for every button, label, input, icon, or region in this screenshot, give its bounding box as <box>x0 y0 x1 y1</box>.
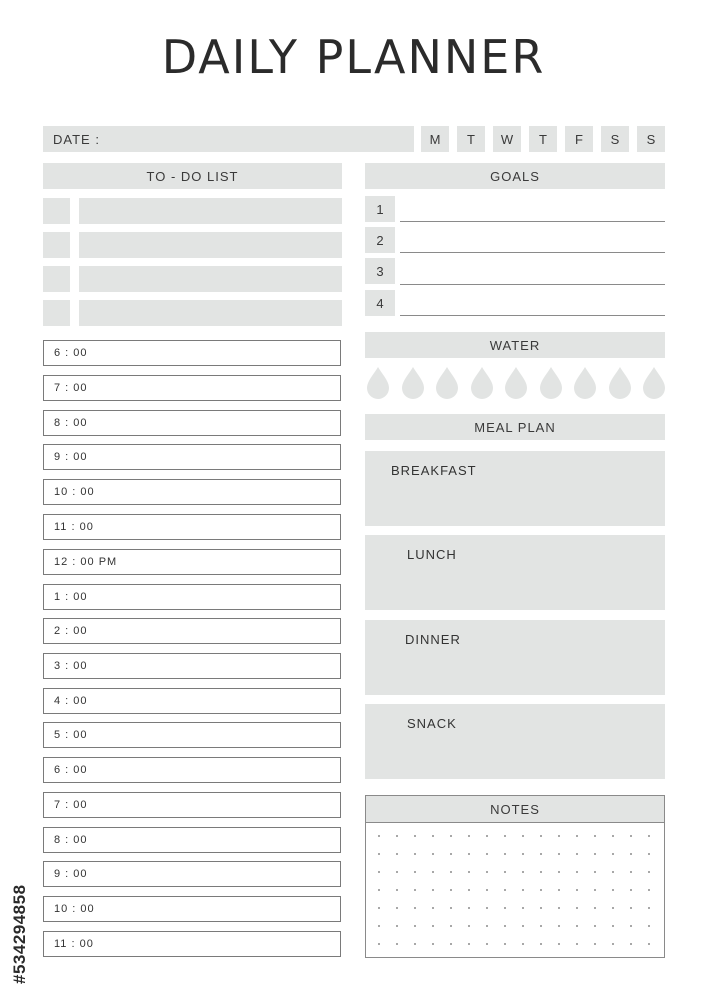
time-label: 6 : 00 <box>54 347 88 359</box>
time-label: 9 : 00 <box>54 451 88 463</box>
time-label: 8 : 00 <box>54 417 88 429</box>
water-drop-icon[interactable] <box>572 366 598 400</box>
goal-line-field[interactable] <box>400 284 665 285</box>
time-slot[interactable] <box>43 931 341 957</box>
time-label: 4 : 00 <box>54 695 88 707</box>
time-slot[interactable] <box>43 549 341 575</box>
snack-box[interactable] <box>365 704 665 779</box>
water-drop-icon[interactable] <box>538 366 564 400</box>
todo-header: TO - DO LIST <box>43 163 342 189</box>
todo-item-field[interactable] <box>79 266 342 292</box>
lunch-box[interactable] <box>365 535 665 610</box>
stock-id-text: #534294858 <box>10 884 29 984</box>
time-slot[interactable] <box>43 722 341 748</box>
time-label: 12 : 00 PM <box>54 556 118 568</box>
time-label: 3 : 00 <box>54 660 88 672</box>
time-slot[interactable] <box>43 410 341 436</box>
todo-checkbox[interactable] <box>43 232 70 258</box>
time-label: 10 : 00 <box>54 903 95 915</box>
time-slot[interactable] <box>43 792 341 818</box>
time-slot[interactable] <box>43 688 341 714</box>
day-wednesday[interactable]: W <box>493 126 521 152</box>
todo-item-field[interactable] <box>79 300 342 326</box>
todo-checkbox[interactable] <box>43 300 70 326</box>
water-drop-icon[interactable] <box>607 366 633 400</box>
water-drop-icon[interactable] <box>641 366 667 400</box>
time-slot[interactable] <box>43 514 341 540</box>
date-label: DATE : <box>53 131 100 147</box>
meal-label: LUNCH <box>407 547 457 562</box>
time-slot[interactable] <box>43 861 341 887</box>
todo-checkbox[interactable] <box>43 198 70 224</box>
time-slot[interactable] <box>43 896 341 922</box>
page-title: DAILY PLANNER <box>161 30 546 84</box>
breakfast-box[interactable] <box>365 451 665 526</box>
goal-line-field[interactable] <box>400 252 665 253</box>
meal-label: SNACK <box>407 716 457 731</box>
time-slot[interactable] <box>43 653 341 679</box>
notes-header: NOTES <box>366 796 664 823</box>
dinner-box[interactable] <box>365 620 665 695</box>
todo-item-field[interactable] <box>79 232 342 258</box>
time-label: 6 : 00 <box>54 764 88 776</box>
day-saturday[interactable]: S <box>601 126 629 152</box>
time-label: 5 : 00 <box>54 729 88 741</box>
goal-number: 3 <box>365 258 395 284</box>
day-thursday[interactable]: T <box>529 126 557 152</box>
time-slot[interactable] <box>43 479 341 505</box>
goal-number: 1 <box>365 196 395 222</box>
stock-id <box>8 760 38 1000</box>
goal-line-field[interactable] <box>400 315 665 316</box>
goals-header: GOALS <box>365 163 665 189</box>
meal-label: DINNER <box>405 632 461 647</box>
meal-plan-header: MEAL PLAN <box>365 414 665 440</box>
dot-grid <box>366 823 664 957</box>
time-slot[interactable] <box>43 375 341 401</box>
date-field[interactable] <box>43 126 414 152</box>
water-drop-icon[interactable] <box>469 366 495 400</box>
time-slot[interactable] <box>43 827 341 853</box>
time-slot[interactable] <box>43 618 341 644</box>
day-sunday[interactable]: S <box>637 126 665 152</box>
goal-number: 4 <box>365 290 395 316</box>
day-tuesday[interactable]: T <box>457 126 485 152</box>
day-friday[interactable]: F <box>565 126 593 152</box>
goal-line-field[interactable] <box>400 221 665 222</box>
time-label: 1 : 00 <box>54 591 88 603</box>
water-drop-icon[interactable] <box>400 366 426 400</box>
goal-number: 2 <box>365 227 395 253</box>
time-label: 8 : 00 <box>54 834 88 846</box>
water-header: WATER <box>365 332 665 358</box>
meal-label: BREAKFAST <box>391 463 477 478</box>
time-label: 7 : 00 <box>54 799 88 811</box>
water-drop-icon[interactable] <box>503 366 529 400</box>
time-slot[interactable] <box>43 584 341 610</box>
time-label: 7 : 00 <box>54 382 88 394</box>
time-label: 2 : 00 <box>54 625 88 637</box>
todo-checkbox[interactable] <box>43 266 70 292</box>
time-label: 9 : 00 <box>54 868 88 880</box>
time-label: 10 : 00 <box>54 486 95 498</box>
notes-box[interactable] <box>365 795 665 958</box>
day-monday[interactable]: M <box>421 126 449 152</box>
water-drop-icon[interactable] <box>434 366 460 400</box>
todo-item-field[interactable] <box>79 198 342 224</box>
water-drop-icon[interactable] <box>365 366 391 400</box>
time-label: 11 : 00 <box>54 521 94 533</box>
time-slot[interactable] <box>43 444 341 470</box>
time-slot[interactable] <box>43 757 341 783</box>
time-label: 11 : 00 <box>54 938 94 950</box>
time-slot[interactable] <box>43 340 341 366</box>
